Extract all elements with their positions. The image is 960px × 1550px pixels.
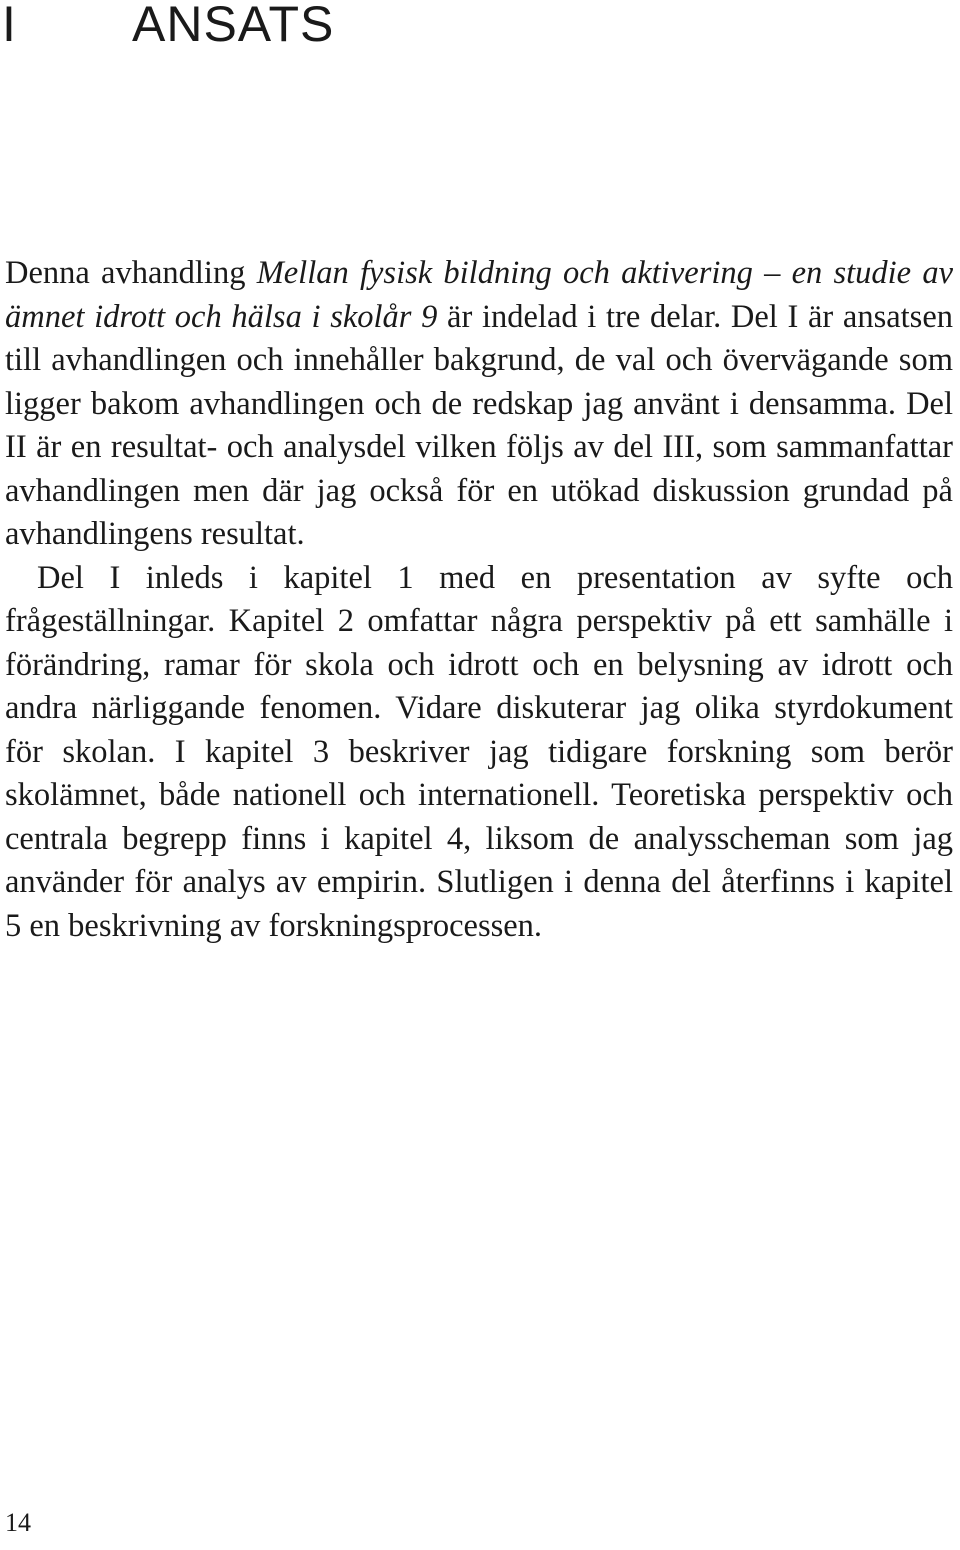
text-segment: Denna avhandling: [5, 255, 257, 291]
chapter-heading: [2, 0, 334, 54]
text-segment: Del I inleds i kapitel 1 med en presentation av syfte och frågeställningar. Kapitel 2 omfattar några perspektiv på ett samhälle i förändring, ramar för skola och idrott och en belysning av idrott och andra närliggande fenomen. Vidare diskuterar jag olika styrdokument för skolan. I kapitel 3 beskriver jag tidigare forskning som berör skolämnet, både nationell och internationell. Teoretiska perspektiv och centrala begrepp finns i kapitel 4, liksom de analysscheman som jag använder för analys av empirin. Slutligen i denna del återfinns i kapitel 5 en beskrivning av forskningsprocessen.: [5, 559, 953, 944]
paragraph-part-one: [5, 557, 953, 949]
body-text: [5, 252, 953, 948]
thesis-title: Mellan fysisk bildning och aktivering – en studie av ämnet idrott och hälsa i skolår 9: [5, 255, 953, 335]
page-number: 14: [5, 1508, 31, 1537]
paragraph-intro: [5, 252, 953, 557]
chapter-title: ANSATS: [132, 0, 335, 52]
text-segment: är indelad i tre delar. Del I är ansatsen till avhandlingen och innehåller bakgrund, de val och övervägande som ligger bakom avhandlingen och de redskap jag använt i densamma. Del II är en resultat- och analysdel vilken följs av del III, som sammanfattar avhandlingen men där jag också för en utökad diskussion grundad på avhandlingens resultat.: [5, 298, 954, 552]
chapter-number: I: [2, 0, 17, 52]
